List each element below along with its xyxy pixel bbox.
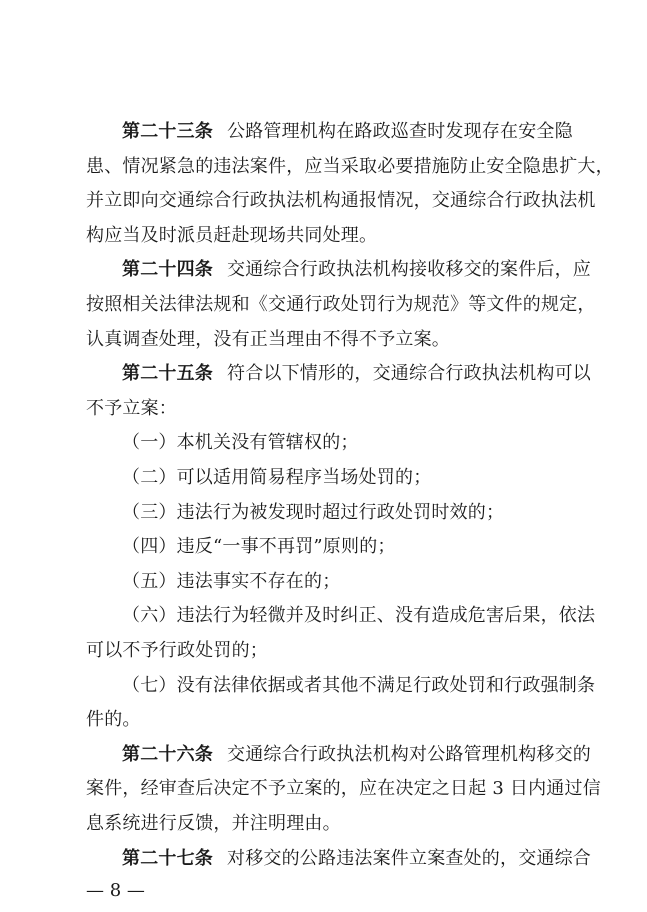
article-25-line-2: 不予立案： (86, 397, 177, 419)
list-item-2: （二）可以适用简易程序当场处罚的； (122, 467, 432, 488)
page-number: — 8 — (86, 879, 145, 901)
article-25-heading: 第二十五条 (122, 363, 213, 385)
article-24-line-3: 认真调查处理，没有正当理由不得不予立案。 (86, 328, 450, 350)
list-item-5: （五）违法事实不存在的； (122, 570, 341, 592)
article-23-line-1: 第二十三条 公路管理机构在路政巡查时发现存在安全隐 (122, 121, 573, 142)
list-item-6-line-1: （六）违法行为轻微并及时纠正、没有造成危害后果，依法 (122, 605, 596, 627)
article-27-line-1: 第二十七条 对移交的公路违法案件立案查处的，交通综合 (122, 847, 591, 869)
list-item-4: （四）违反“一事不再罚”原则的； (122, 536, 396, 558)
article-26-line-3: 息系统进行反馈，并注明理由。 (86, 813, 341, 834)
article-23-line-2: 患、情况紧急的违法案件，应当采取必要措施防止安全隐患扩大， (86, 155, 614, 177)
article-27-heading: 第二十七条 (122, 847, 213, 869)
list-item-7-line-1: （七）没有法律依据或者其他不满足行政处罚和行政强制条 (122, 674, 596, 696)
article-26-line-2: 案件，经审查后决定不予立案的，应在决定之日起 3 日内通过信 (86, 778, 601, 800)
article-24-line-2: 按照相关法律法规和《交通行政处罚行为规范》等文件的规定， (86, 294, 596, 315)
article-23-heading: 第二十三条 (122, 121, 213, 142)
article-24-line-1: 第二十四条 交通综合行政执法机构接收移交的案件后，应 (122, 259, 591, 281)
article-26-line-1: 第二十六条 交通综合行政执法机构对公路管理机构移交的 (122, 743, 591, 765)
list-item-6-line-2: 可以不予行政处罚的； (86, 640, 268, 661)
article-26-heading: 第二十六条 (122, 743, 213, 765)
list-item-3: （三）违法行为被发现时超过行政处罚时效的； (122, 501, 505, 523)
article-23-line-3: 并立即向交通综合行政执法机构通报情况，交通综合行政执法机 (86, 190, 596, 212)
article-23-line-4: 构应当及时派员赶赴现场共同处理。 (86, 224, 378, 246)
list-item-1: （一）本机关没有管辖权的； (122, 432, 359, 454)
article-25-line-1: 第二十五条 符合以下情形的，交通综合行政执法机构可以 (122, 363, 591, 385)
article-24-heading: 第二十四条 (122, 259, 213, 281)
list-item-7-line-2: 件的。 (86, 709, 141, 731)
